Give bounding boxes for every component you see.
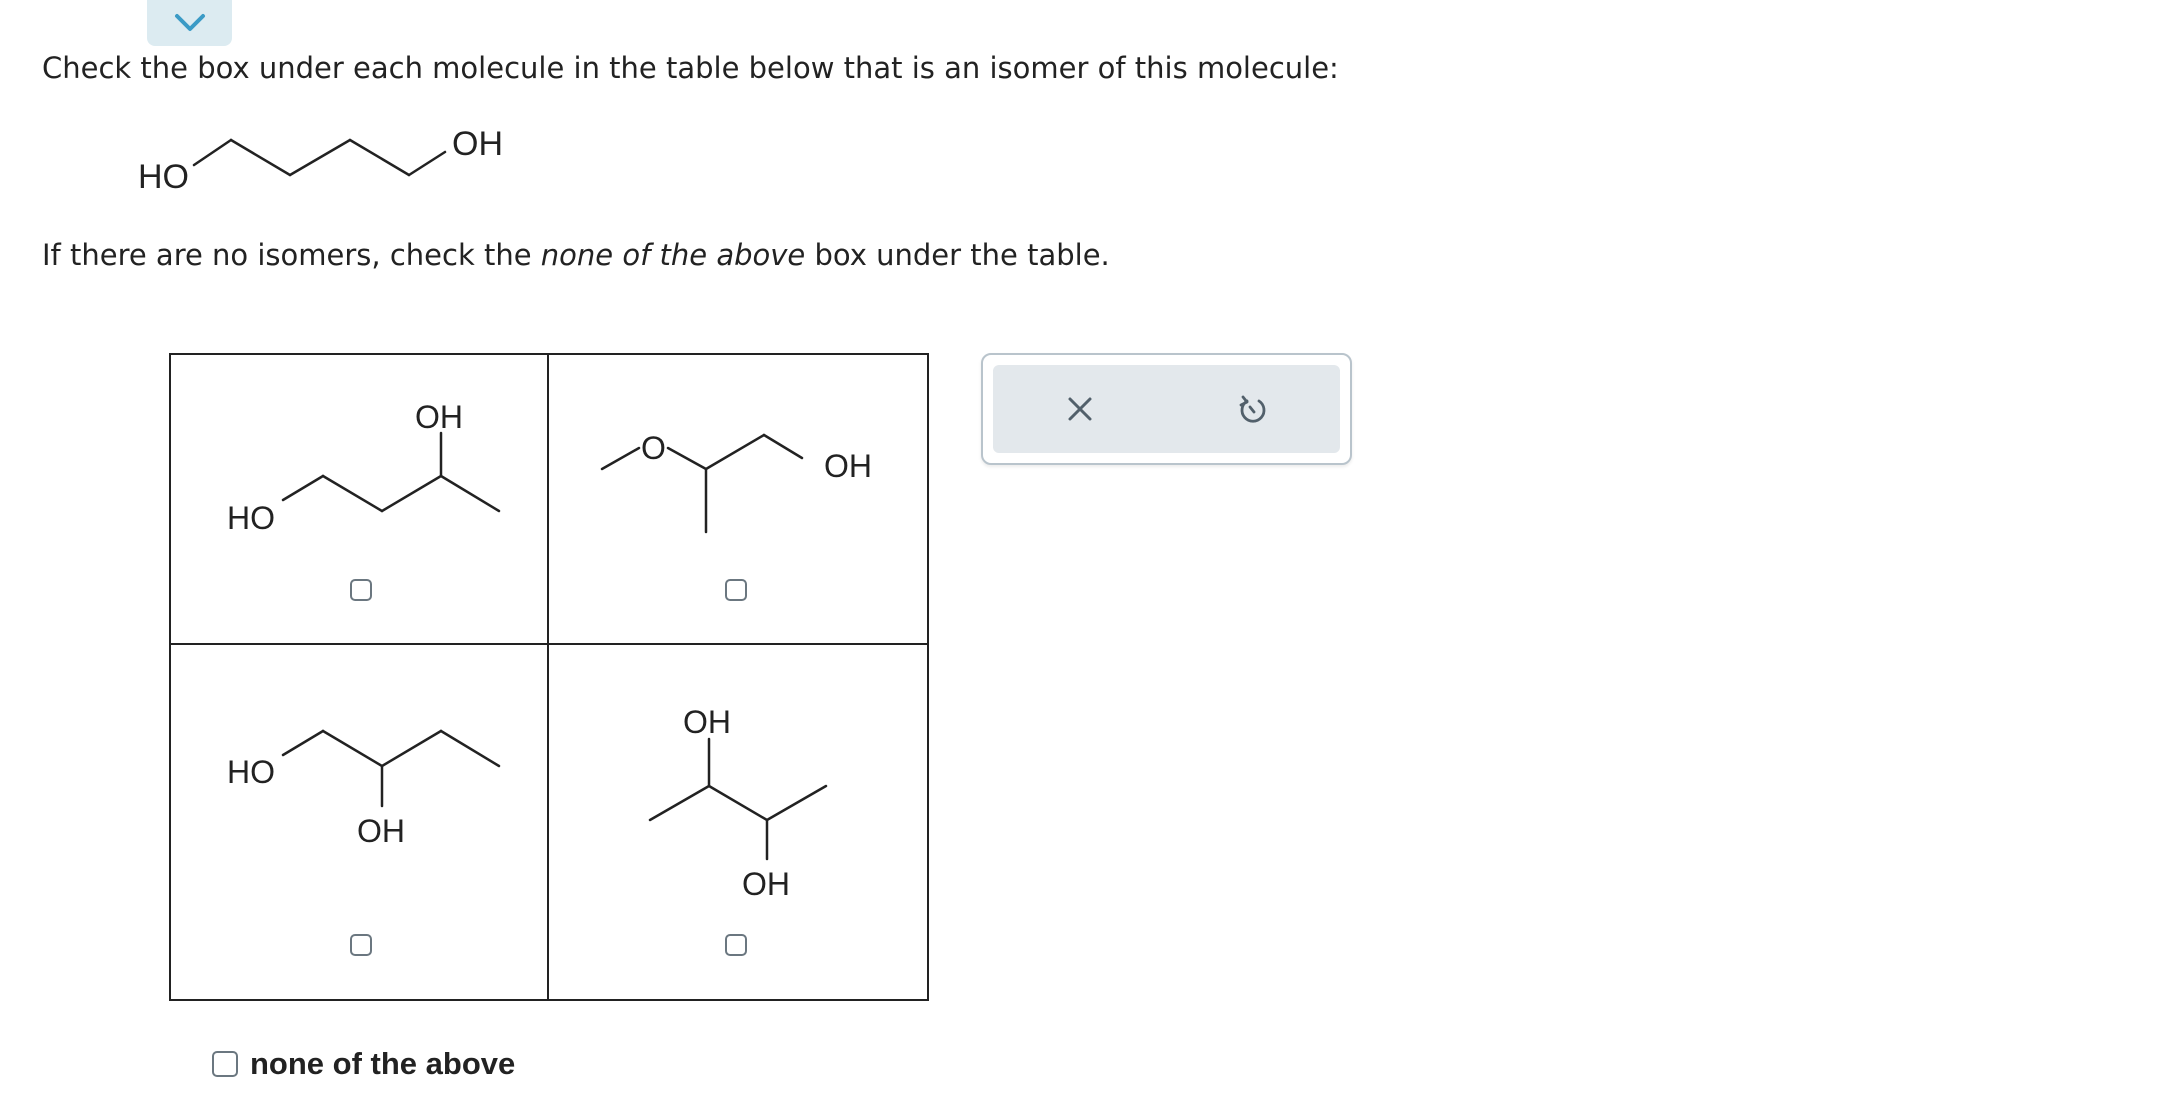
molecule-1-label-top: OH (415, 399, 463, 435)
clear-button[interactable] (1050, 379, 1110, 439)
molecule-2-label-right: OH (824, 448, 872, 484)
none-of-the-above-label: none of the above (250, 1046, 516, 1081)
molecule-4-label-top: OH (683, 704, 731, 740)
tool-panel (981, 353, 1352, 465)
instruction-after: box under the table. (805, 238, 1110, 272)
molecule-2-label-ether-o: O (641, 430, 666, 466)
molecule-4-label-bottom: OH (742, 866, 790, 902)
chevron-down-icon (173, 12, 207, 34)
none-of-the-above-checkbox[interactable] (212, 1051, 238, 1077)
isomer-checkbox-3[interactable] (350, 934, 372, 956)
tool-bar (993, 365, 1340, 453)
isomer-checkbox-2[interactable] (725, 579, 747, 601)
table-cell-2 (549, 355, 927, 645)
reference-molecule (120, 118, 540, 208)
molecule-1-label-left: HO (227, 500, 275, 536)
question-instruction (42, 237, 1110, 273)
table-cell-4 (549, 645, 927, 999)
undo-button[interactable] (1223, 379, 1283, 439)
close-icon (1065, 394, 1095, 424)
undo-icon (1237, 393, 1269, 425)
collapse-toggle[interactable] (147, 0, 232, 46)
instruction-emphasis: none of the above (540, 238, 806, 272)
isomer-checkbox-1[interactable] (350, 579, 372, 601)
reference-left-label: HO (138, 158, 189, 196)
question-prompt: Check the box under each molecule in the table below that is an isomer of this molecule: (42, 51, 1339, 85)
table-cell-3 (171, 645, 549, 999)
isomer-checkbox-4[interactable] (725, 934, 747, 956)
none-of-the-above-option[interactable] (212, 1046, 515, 1082)
isomer-table (169, 353, 929, 1001)
instruction-before: If there are no isomers, check the (42, 238, 541, 272)
table-cell-1 (171, 355, 549, 645)
molecule-3-label-left: HO (227, 754, 275, 790)
molecule-3-label-bottom: OH (357, 813, 405, 849)
reference-right-label: OH (452, 125, 503, 163)
